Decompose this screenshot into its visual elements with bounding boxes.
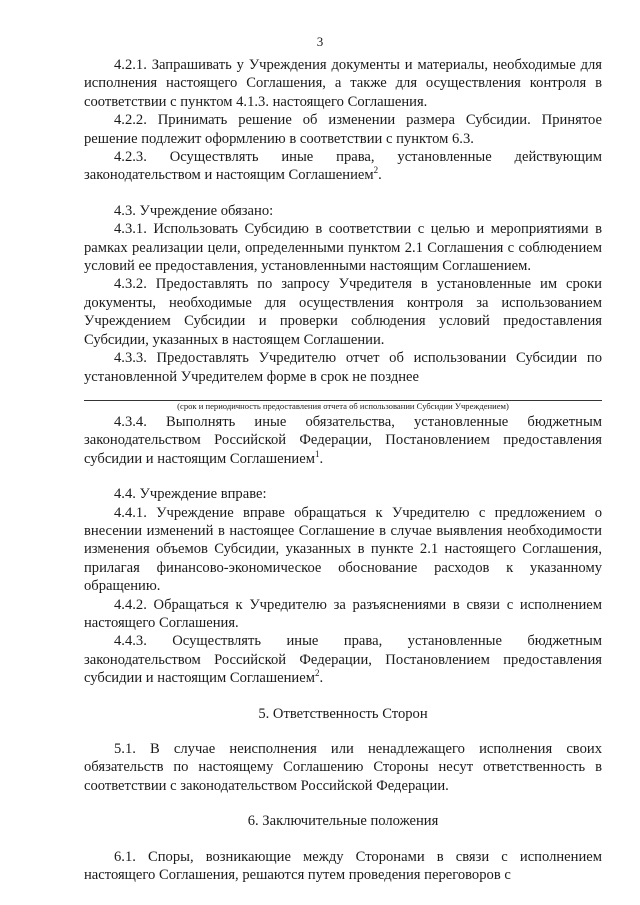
footnote-ref: 2 — [314, 668, 320, 679]
clause-4-3-1: 4.3.1. Использовать Субсидию в соответствии с целью и мероприятиями в рамках реализации цели, определенными пунктом 2.1 Соглашения с соблюдением условий ее предоставления, установленными настоящим Соглашением. — [84, 221, 602, 275]
document-body — [84, 56, 602, 884]
clause-4-4-1: 4.4.1. Учреждение вправе обращаться к Учредителю с предложением о внесении изменений в настоящее Соглашение в случае выявления необходимости изменения объемов Субсидии, указанных в пункте 2.1 настоящего Соглашения, прилагая финансово-экономическое обоснование расходов к указанному обращению. — [84, 504, 602, 595]
clause-4-3-3: 4.3.3. Предоставлять Учредителю отчет об использовании Субсидии по установленной Учредителем форме в срок не позднее — [84, 350, 602, 385]
clause-4-3-4-text: 4.3.4. Выполнять иные обязательства, установленные бюджетным законодательством Российской Федерации, Постановлением предоставления субсидии и настоящим Соглашением — [84, 413, 602, 467]
clause-4-2-3 — [84, 148, 602, 185]
clause-end: . — [319, 450, 324, 467]
section-6-heading: 6. Заключительные положения — [247, 813, 439, 830]
section-4-4-heading: 4.4. Учреждение вправе: — [114, 486, 267, 503]
clause-4-4-2: 4.4.2. Обращаться к Учредителю за разъяснениями в связи с исполнением настоящего Соглашения. — [84, 596, 602, 631]
fill-in-line — [84, 388, 602, 401]
clause-4-3-2: 4.3.2. Предоставлять по запросу Учредителя в установленные им сроки документы, необходимые для осуществления контроля за использованием Учреждением Субсидии и проверки соблюдения условий предоставления Субсидии, указанных в настоящем Соглашении. — [84, 276, 602, 348]
page-number: 3 — [316, 34, 324, 49]
clause-5-1: 5.1. В случае неисполнения или ненадлежащего исполнения своих обязательств по настоящему Соглашению Стороны несут ответственность в соответствии с законодательством Российской Федерации. — [84, 741, 602, 794]
clause-6-1: 6.1. Споры, возникающие между Сторонами в связи с исполнением настоящего Соглашения, решаются путем проведения переговоров с — [84, 848, 602, 884]
fill-in-hint: (срок и периодичность предоставления отчета об использовании Субсидии Учреждением) — [177, 400, 509, 411]
clause-4-3-4 — [84, 413, 602, 468]
clause-4-4-3 — [84, 632, 602, 687]
clause-end: . — [319, 670, 324, 687]
footnote-ref: 1 — [314, 448, 320, 459]
section-5-heading: 5. Ответственность Сторон — [258, 705, 428, 722]
footnote-ref: 2 — [373, 165, 379, 176]
clause-4-2-3-text: 4.2.3. Осуществлять иные права, установленные действующим законодательством и настоящим Соглашением — [84, 149, 602, 184]
clause-4-2-2: 4.2.2. Принимать решение об изменении размера Субсидии. Принятое решение подлежит оформлению в соответствии с пунктом 6.3. — [84, 112, 602, 147]
clause-4-4-3-text: 4.4.3. Осуществлять иные права, установленные бюджетным законодательством Российской Федерации, Постановлением предоставления субсидии и настоящим Соглашением — [84, 633, 602, 687]
section-4-3-heading: 4.3. Учреждение обязано: — [114, 202, 274, 219]
clause-4-2-1: 4.2.1. Запрашивать у Учреждения документы и материалы, необходимые для исполнения настоящего Соглашения, а также для осуществления контроля в соответствии с пунктом 4.1.3. настоящего Соглашения. — [84, 57, 602, 110]
clause-end: . — [378, 167, 382, 184]
